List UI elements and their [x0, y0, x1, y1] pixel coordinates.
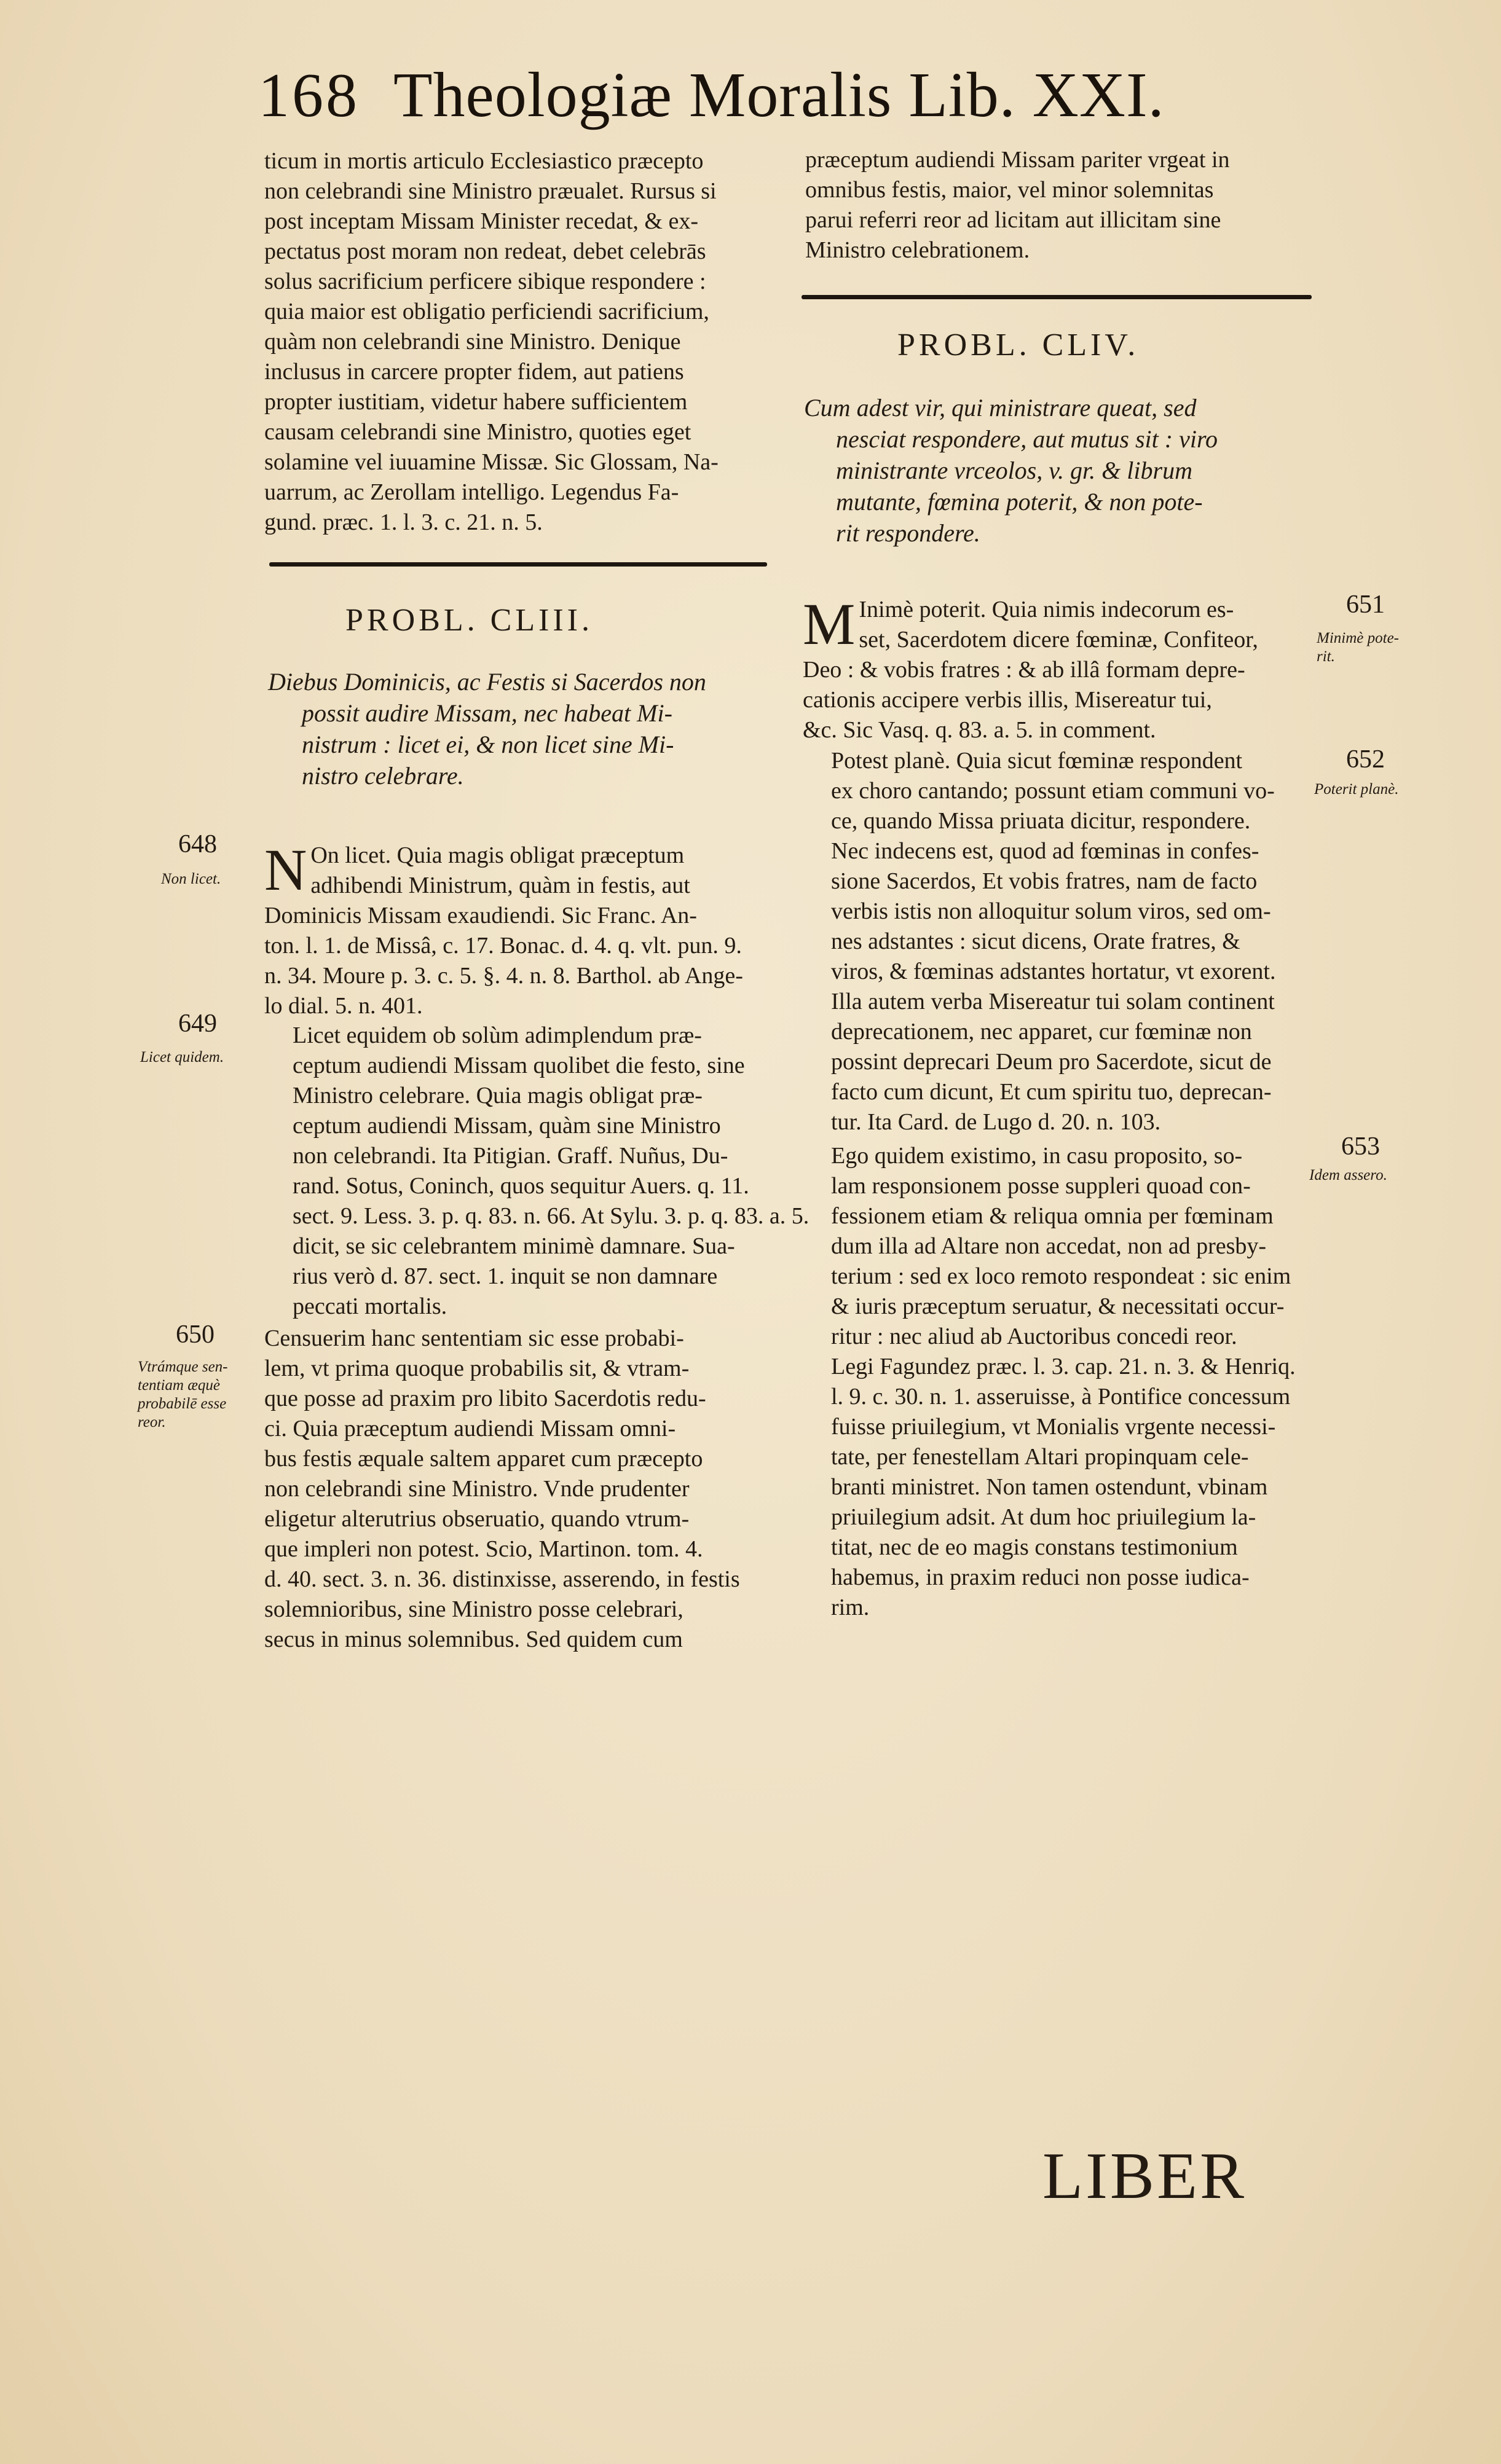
text-line: tate, per fenestellam Altari propinquam cele- — [831, 1444, 1249, 1470]
text-line: Potest planè. Quia sicut fœminæ respondent — [831, 748, 1243, 774]
text-line: fessionem etiam & reliqua omnia per fœminam — [831, 1203, 1274, 1229]
text-line: Licet equidem ob solùm adimplendum præ- — [293, 1022, 702, 1048]
margin-number-652: 652 — [1346, 745, 1385, 774]
paragraph-649 — [264, 1021, 810, 1322]
summary-line: nistro celebrare. — [302, 762, 464, 790]
margin-number-653: 653 — [1341, 1132, 1380, 1161]
problem-summary-153 — [268, 666, 772, 791]
text-line: Vtrámque sen- — [138, 1359, 228, 1375]
text-line: adhibendi Ministrum, quàm in festis, aut — [310, 873, 690, 898]
problem-heading-153: PROBL. CLIII. — [345, 603, 593, 638]
text-line: Ministro celebrare. Quia magis obligat præ- — [293, 1083, 703, 1108]
text-line: terium : sed ex loco remoto respondeat : sic enim — [831, 1263, 1291, 1289]
text-line: set, Sacerdotem dicere fœminæ, Confiteor, — [859, 627, 1258, 653]
text-line: causam celebrandi sine Ministro, quoties eget — [264, 419, 691, 445]
text-line: dum illa ad Altare non accedat, non ad presby- — [831, 1233, 1267, 1259]
text-line: solamine vel iuuamine Missæ. Sic Glossam, Na- — [264, 449, 719, 475]
text-line: priuilegium adsit. At dum hoc priuilegium la- — [831, 1504, 1256, 1530]
text-line: habemus, in praxim reduci non posse iudica- — [831, 1564, 1250, 1590]
text-line: fuisse priuilegium, vt Monialis vrgente necessi- — [831, 1414, 1276, 1440]
text-line: branti ministret. Non tamen ostendunt, vbinam — [831, 1474, 1268, 1500]
text-line: ticum in mortis articulo Ecclesiastico præcepto — [264, 148, 704, 174]
text-line: Minimè pote- — [1317, 630, 1399, 646]
text-line: quàm non celebrandi sine Ministro. Denique — [264, 329, 681, 355]
text-line: Deo : & vobis fratres : & ab illâ formam depre- — [803, 657, 1245, 683]
paragraph-650 — [264, 1324, 774, 1655]
text-line: peccati mortalis. — [293, 1293, 447, 1319]
text-line: &c. Sic Vasq. q. 83. a. 5. in comment. — [803, 717, 1156, 743]
text-line: ceptum audiendi Missam, quàm sine Ministro — [293, 1113, 721, 1139]
text-line: Dominicis Missam exaudiendi. Sic Franc. An- — [264, 903, 697, 928]
text-line: probabilē esse — [138, 1395, 227, 1412]
text-line: Illa autem verba Misereatur tui solam continent — [831, 989, 1275, 1014]
text-line: n. 34. Moure p. 3. c. 5. §. 4. n. 8. Barthol. ab Ange- — [264, 963, 743, 989]
margin-number-649: 649 — [178, 1010, 217, 1038]
text-line: cationis accipere verbis illis, Misereatur tui, — [803, 687, 1212, 713]
text-line: possint deprecari Deum pro Sacerdote, sicut de — [831, 1049, 1272, 1075]
text-line: Ministro celebrationem. — [805, 237, 1030, 263]
text-line: verbis istis non alloquitur solum viros, sed om- — [831, 898, 1271, 924]
text-line: reor. — [138, 1414, 166, 1430]
summary-line: Cum adest vir, qui ministrare queat, sed — [804, 394, 1197, 422]
margin-note-649 — [140, 1048, 224, 1067]
page-number: 168 — [258, 61, 360, 130]
summary-line: nesciat respondere, aut mutus sit : viro — [836, 425, 1218, 453]
text-line: præceptum audiendi Missam pariter vrgeat in — [805, 147, 1230, 173]
right-section-rule — [802, 295, 1312, 299]
text-line: rius verò d. 87. sect. 1. inquit se non damnare — [293, 1263, 718, 1289]
text-line: lam responsionem posse suppleri quoad con- — [831, 1173, 1251, 1199]
text-line: omnibus festis, maior, vel minor solemnitas — [805, 177, 1214, 203]
text-line: solemnioribus, sine Ministro posse celebrari, — [264, 1596, 684, 1622]
text-line: uarrum, ac Zerollam intelligo. Legendus Fa- — [264, 479, 679, 505]
text-line: ce, quando Missa priuata dicitur, respondere. — [831, 808, 1251, 834]
text-line: l. 9. c. 30. n. 1. asseruisse, à Pontifice concessum — [831, 1384, 1291, 1410]
text-line: d. 40. sect. 3. n. 36. distinxisse, asserendo, in festis — [264, 1566, 740, 1592]
text-line: rim. — [831, 1595, 870, 1620]
summary-line: nistrum : licet ei, & non licet sine Mi- — [302, 731, 674, 758]
margin-note-651 — [1317, 629, 1399, 666]
right-continuation — [805, 145, 1328, 265]
text-line: viros, & fœminas adstantes hortatur, vt exorent. — [831, 959, 1276, 984]
text-line: non celebrandi sine Ministro. Vnde prudenter — [264, 1476, 690, 1502]
text-line: ton. l. 1. de Missâ, c. 17. Bonac. d. 4. q. vlt. pun. 9. — [264, 933, 742, 959]
drop-cap: N — [264, 837, 307, 903]
summary-line: possit audire Missam, nec habeat Mi- — [302, 699, 672, 727]
margin-note-650 — [138, 1358, 228, 1432]
paragraph-651 — [803, 591, 1331, 745]
margin-note-653 — [1309, 1166, 1387, 1185]
text-line: sione Sacerdos, Et vobis fratres, nam de facto — [831, 868, 1258, 894]
text-line: post inceptam Missam Minister recedat, & ex- — [264, 208, 698, 234]
summary-line: rit respondere. — [836, 519, 980, 547]
text-line: Inimè poterit. Quia nimis indecorum es- — [859, 597, 1234, 622]
text-line: ritur : nec aliud ab Auctoribus concedi reor. — [831, 1324, 1237, 1349]
text-line: pectatus post moram non redeat, debet celebrās — [264, 238, 706, 264]
text-line: dicit, se sic celebrantem minimè damnare. Sua- — [293, 1233, 735, 1259]
text-line: nes adstantes : sicut dicens, Orate fratres, & — [831, 928, 1240, 954]
margin-note-648 — [161, 870, 221, 889]
text-line: gund. præc. 1. l. 3. c. 21. n. 5. — [264, 509, 543, 535]
page-header — [258, 58, 1165, 131]
text-line: bus festis æquale saltem apparet cum præcepto — [264, 1446, 703, 1472]
text-line: quia maior est obligatio perficiendi sacrificium, — [264, 299, 709, 324]
catchword: LIBER — [1042, 2140, 1247, 2213]
margin-note-652 — [1314, 780, 1398, 799]
text-line: Censuerim hanc sententiam sic esse probabi- — [264, 1325, 684, 1351]
text-line: ceptum audiendi Missam quolibet die festo, sine — [293, 1053, 745, 1078]
left-continuation — [264, 146, 774, 538]
text-line: tentiam æquè — [138, 1377, 221, 1394]
text-line: parui referri reor ad licitam aut illicitam sine — [805, 207, 1221, 233]
text-line: Ego quidem existimo, in casu proposito, so- — [831, 1143, 1243, 1169]
text-line: inclusus in carcere propter fidem, aut patiens — [264, 359, 684, 385]
text-line: tur. Ita Card. de Lugo d. 20. n. 103. — [831, 1109, 1161, 1135]
text-line: eligetur alterutrius obseruatio, quando vtrum- — [264, 1506, 690, 1532]
text-line: titat, nec de eo magis constans testimonium — [831, 1534, 1238, 1560]
text-line: facto cum dicunt, Et cum spiritu tuo, deprecan- — [831, 1079, 1272, 1105]
text-line: deprecationem, nec apparet, cur fœminæ non — [831, 1019, 1252, 1045]
margin-number-651: 651 — [1346, 590, 1385, 619]
text-line: rit. — [1317, 648, 1335, 665]
text-line: Legi Fagundez præc. l. 3. cap. 21. n. 3. & Henriq. — [831, 1354, 1296, 1379]
text-line: que impleri non potest. Scio, Martinon. tom. 4. — [264, 1536, 703, 1562]
text-line: ci. Quia præceptum audiendi Missam omni- — [264, 1416, 676, 1442]
text-line: Licet quidem. — [140, 1049, 224, 1065]
summary-line: Diebus Dominicis, ac Festis si Sacerdos non — [268, 668, 706, 696]
text-line: propter iustitiam, videtur habere sufficientem — [264, 389, 688, 415]
text-line: lem, vt prima quoque probabilis sit, & vtram- — [264, 1356, 690, 1381]
problem-heading-154: PROBL. CLIV. — [897, 328, 1140, 363]
margin-number-650: 650 — [176, 1320, 215, 1349]
left-section-rule — [269, 562, 767, 567]
text-line: Poterit planè. — [1314, 781, 1399, 798]
text-line: Nec indecens est, quod ad fœminas in confes- — [831, 838, 1259, 864]
paragraph-652 — [803, 746, 1331, 1137]
text-line: & iuris præceptum seruatur, & necessitati occur- — [831, 1293, 1285, 1319]
text-line: solus sacrificium perficere sibique respondere : — [264, 269, 706, 294]
paragraph-648 — [264, 837, 774, 1021]
summary-line: ministrante vrceolos, v. gr. & librum — [836, 457, 1192, 484]
text-line: non celebrandi sine Ministro præualet. Rursus si — [264, 178, 717, 204]
text-line: non celebrandi. Ita Pitigian. Graff. Nuñus, Du- — [293, 1143, 728, 1169]
problem-summary-154 — [804, 392, 1320, 549]
text-line: que posse ad praxim pro libito Sacerdotis redu- — [264, 1386, 706, 1411]
text-line: rand. Sotus, Coninch, quos sequitur Auers. q. 11. — [293, 1173, 749, 1199]
text-line: On licet. Quia magis obligat præceptum — [310, 842, 685, 868]
text-line: secus in minus solemnibus. Sed quidem cum — [264, 1626, 683, 1652]
summary-line: mutante, fœmina poterit, & non pote- — [836, 488, 1203, 516]
running-title: Theologiæ Moralis Lib. XXI. — [393, 60, 1165, 130]
text-line: lo dial. 5. n. 401. — [264, 993, 423, 1019]
text-line: Non licet. — [161, 871, 221, 887]
text-line: Idem assero. — [1309, 1167, 1387, 1183]
text-line: sect. 9. Less. 3. p. q. 83. n. 66. At Sylu. 3. p. q. 83. a. 5. — [293, 1203, 810, 1229]
paragraph-653 — [803, 1141, 1331, 1623]
text-line: ex choro cantando; possunt etiam communi vo- — [831, 778, 1275, 804]
drop-cap: M — [803, 591, 856, 657]
margin-number-648: 648 — [178, 830, 217, 858]
